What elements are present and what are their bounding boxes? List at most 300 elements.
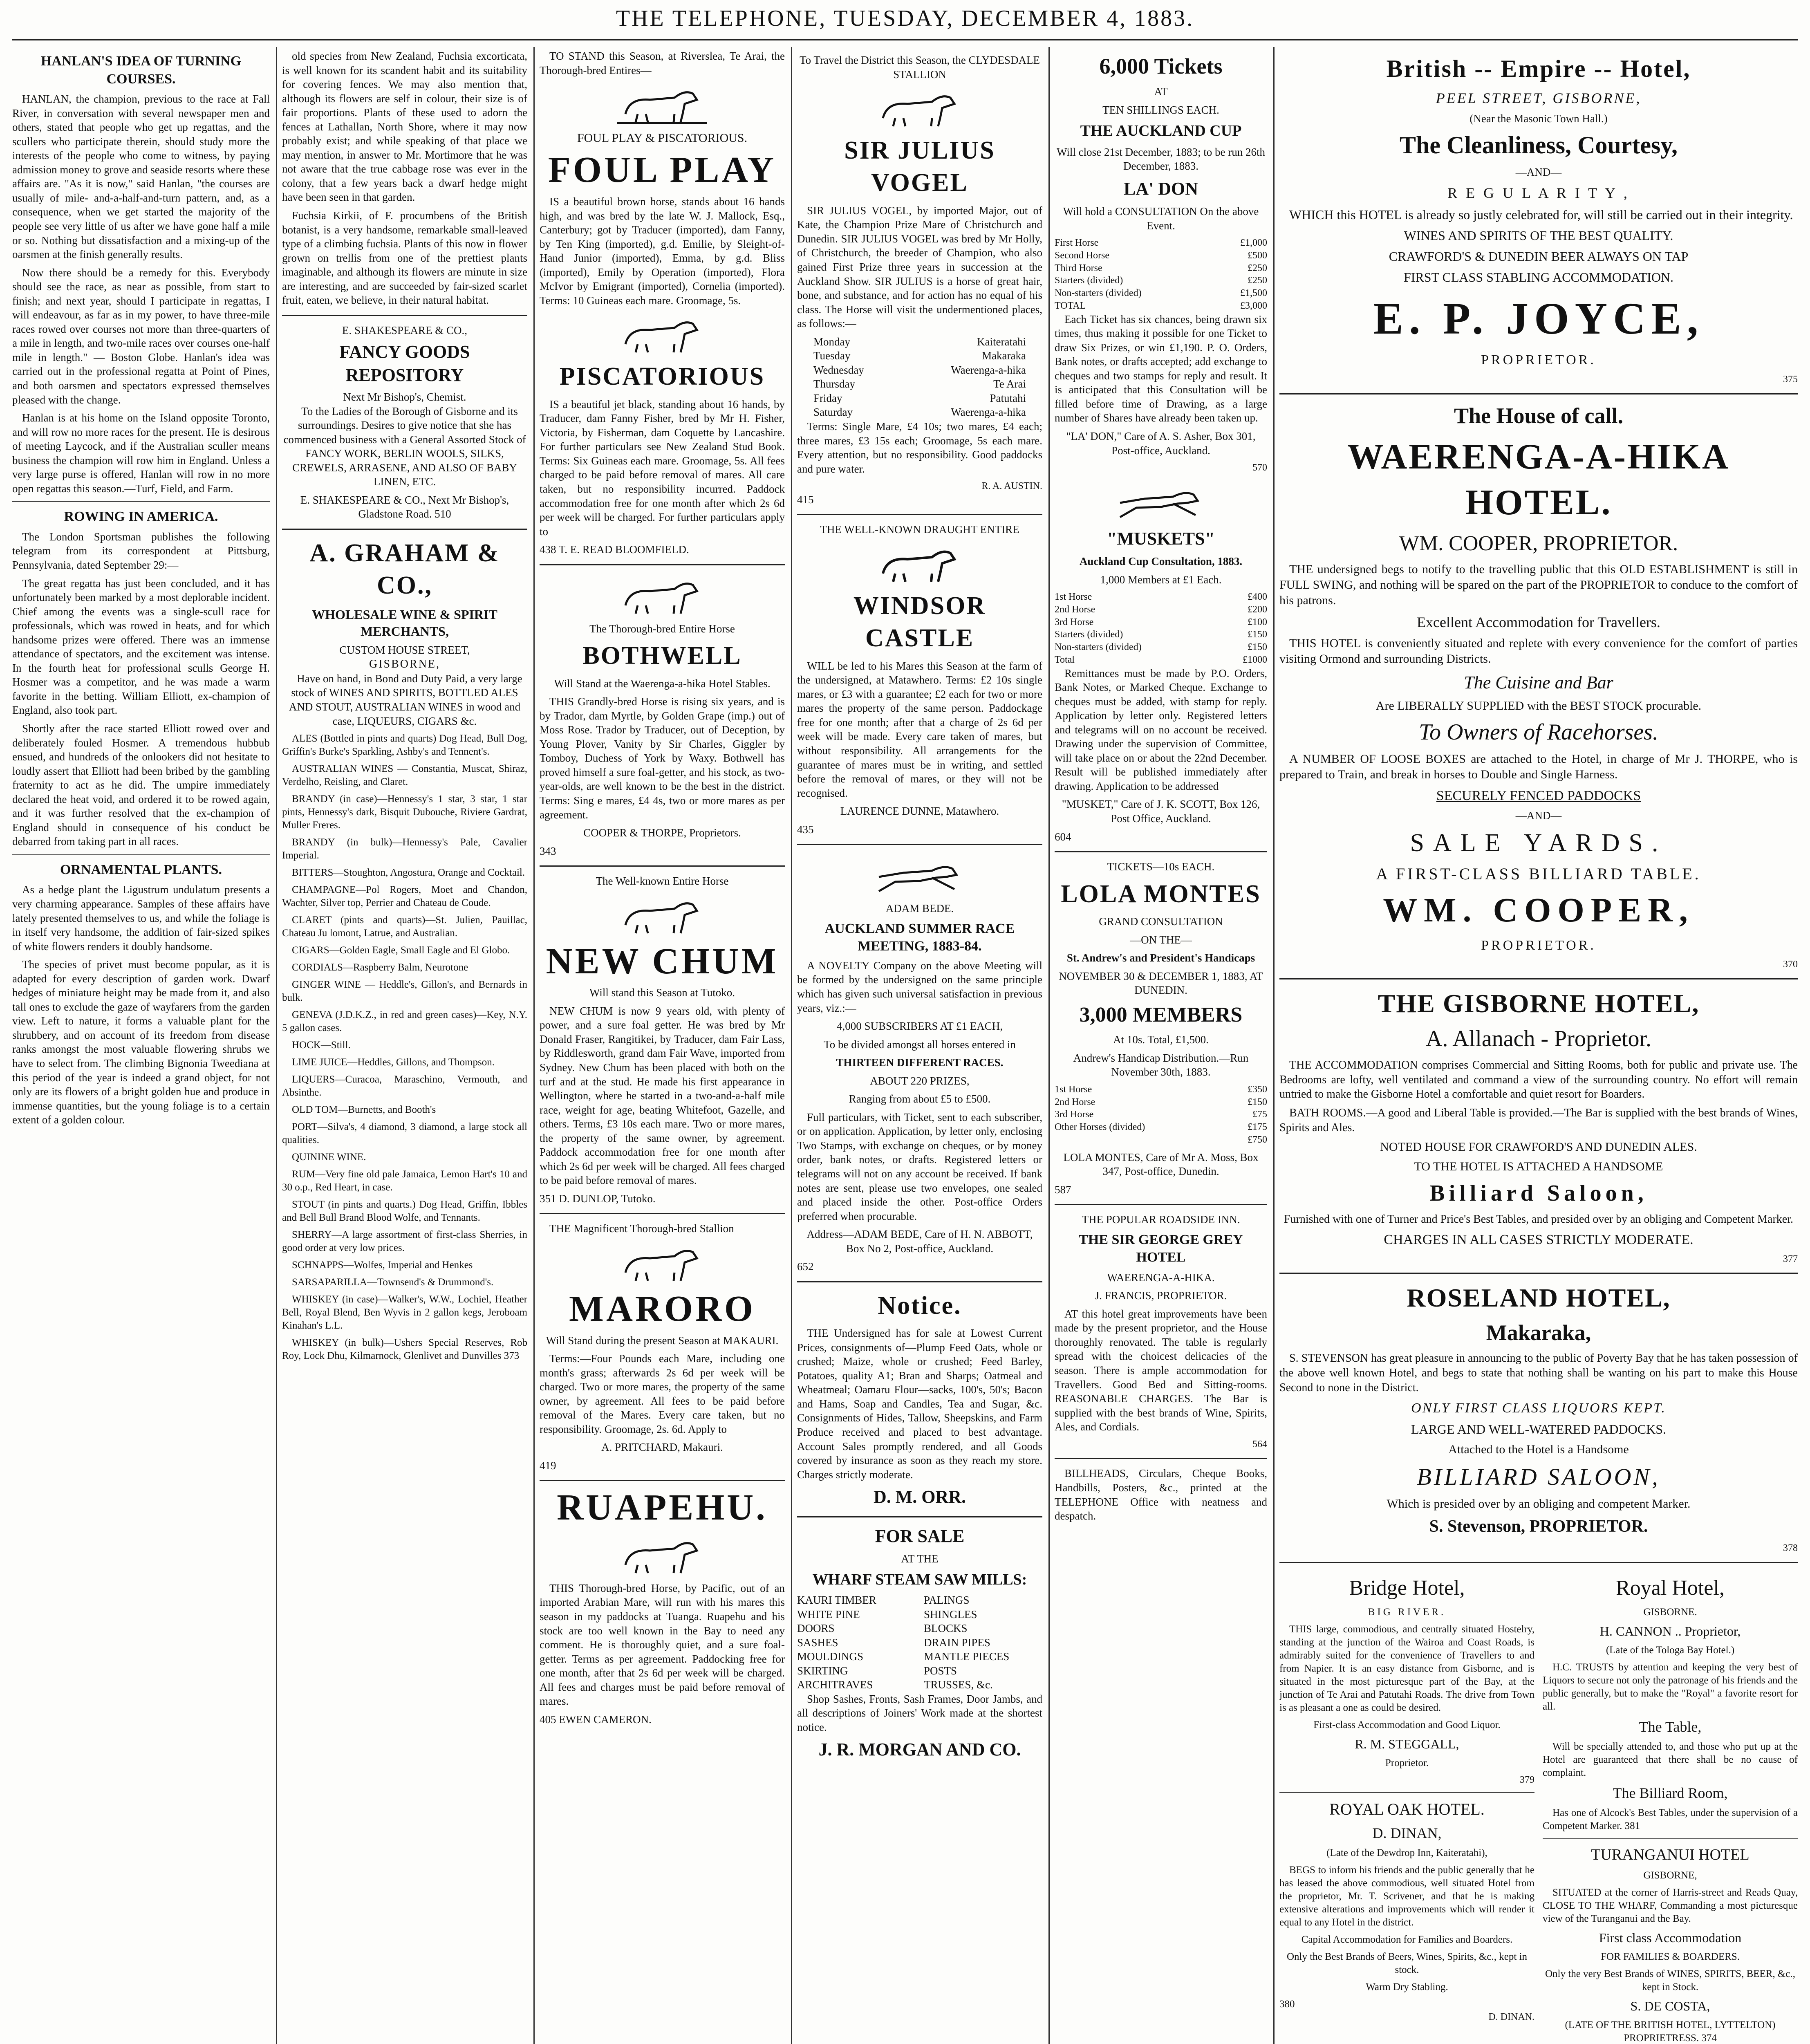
ad-line: To be divided amongst all horses entered in [824, 1038, 1016, 1051]
ad-line: Attached to the Hotel is a Handsome [1448, 1443, 1629, 1457]
article-paragraph: The species of privet must become popular, as it is adapted for every description of garden work. Dwarf hedges of miniature height may be made from it, and also tall ones to exclude the gaze of wayfarers from the garden view. Left to nature, it forms a valuable plant for the shrubbery, and on account of its freedom from disease ranks amongst the most valuable flowering shrubs we have to select from. The climbing Bignonia Tweediana at this period of the year is indeed a grand object, for not only are its flowers of a bright golden hue and produce in immense quantities, but the young foliage is to a certain extent of a golden colour. [12, 958, 270, 1126]
horse-icon [613, 892, 711, 937]
ad-line: TO THE HOTEL IS ATTACHED A HANDSOME [1414, 1160, 1663, 1174]
column-2 [282, 49, 527, 2044]
divider [797, 514, 1042, 515]
ad-subtitle: WHOLESALE WINE & SPIRIT MERCHANTS, [312, 607, 497, 639]
wine-list-item: QUININE WINE. [292, 1152, 366, 1163]
prize-amount: £250 [1248, 262, 1267, 273]
wine-list-item: ALES (Bottled in pints and quarts) Dog Head, Bull Dog, Griffin's Burke's Sparkling, Ashby's and Tennent's. [282, 733, 527, 758]
ad-line: Ranging from about £5 to £500. [849, 1093, 991, 1105]
prize-label: Total [1055, 654, 1075, 665]
ad-title: MARORO [569, 1289, 755, 1329]
ad-subtitle: LA' DON [1123, 178, 1198, 199]
ad-location: GISBORNE. [1643, 1607, 1697, 1618]
ad-line: BILLIARD SALOON, [1417, 1463, 1660, 1490]
wine-list-item: CIGARS—Golden Eagle, Small Eagle and El Globo. [292, 945, 510, 956]
ad-body: Will be specially attended to, and those who put up at the Hotel are guaranteed that there shall be no cause of complaint. [1543, 1741, 1798, 1779]
ad-subtitle: THE AUCKLAND CUP [1080, 122, 1242, 140]
ad-title: THE SIR GEORGE GREY HOTEL [1079, 1232, 1243, 1265]
prize-amount: £1000 [1243, 654, 1267, 665]
wine-list-item: CLARET (pints and quarts)—St. Julien, Pauillac, Chateau Ju lomont, Latrue, and Australian. [282, 914, 527, 939]
ad-body: THE ACCOMMODATION comprises Commercial and Sitting Rooms, both for public and private use. The Bedrooms are lofty, well ventilated and command a view of the surrounding country. No effort will remain untried to make the Gisborne Hotel a comfortable and quiet resort for Boarders. [1279, 1058, 1798, 1101]
wine-list-item: OLD TOM—Burnetts, and Booth's [292, 1104, 436, 1116]
schedule-place: Waerenga-a-hika [951, 406, 1026, 419]
ad-title: NEW CHUM [546, 941, 779, 982]
ad-intro: The Well-known Entire Horse [596, 875, 729, 888]
ad-line: Capital Accommodation for Families and Boarders. [1301, 1934, 1513, 1945]
wine-list-item: WHISKEY (in case)—Walker's, W.W., Lochiel, Heather Bell, Royal Blend, Ben Wyvis in 2 gallon kegs, Jeroboam Kinahan's L.L. [282, 1294, 527, 1331]
divider [1279, 1792, 1534, 1793]
wine-list-item: BRANDY (in case)—Hennessy's 1 star, 3 star, 1 star pints, Hennessy's dark, Bisquit Dubouche, Riviere Gardrat, Muller Freres. [282, 793, 527, 831]
wine-list-item: BRANDY (in bulk)—Hennessy's Pale, Cavalier Imperial. [282, 837, 527, 861]
wine-list-item: BITTERS—Stoughton, Angostura, Orange and Cocktail. [292, 867, 525, 879]
timber-list [797, 1593, 1042, 1692]
ad-body: THIS large, commodious, and centrally situated Hostelry, standing at the junction of the Wairoa and Coast Roads, is admirably suited for the convenience of Travellers to and from Napier. It is an easy distance from Gisborne, and is situated in the most picturesque part of the Bay, at the junction of Te Arai and Patutahi Roads. The drive from Town is as pleasant a one as could be desired. [1279, 1624, 1534, 1714]
ad-number: 652 [797, 1260, 814, 1273]
divider [540, 1213, 785, 1214]
prize-label: First Horse [1055, 238, 1099, 249]
prize-label: Third Horse [1055, 262, 1102, 273]
ad-number: 435 [797, 823, 814, 836]
ad-proprietor: D. DINAN, [1372, 1825, 1442, 1842]
prize-row [1055, 300, 1267, 312]
timber-item: TRUSSES, &c. [924, 1679, 993, 1691]
wine-list-item: CHAMPAGNE—Pol Rogers, Moet and Chandon, Wachter, Silver top, Perrier and Chateau de Coude. [282, 884, 527, 909]
ad-signature: "LA' DON," Care of A. S. Asher, Box 301, Post-office, Auckland. [1066, 430, 1256, 457]
ad-line: (Late of the Tologa Bay Hotel.) [1606, 1645, 1735, 1656]
racehorse-icon [871, 852, 969, 897]
masthead-rule [12, 39, 1798, 40]
column-4 [797, 49, 1042, 2044]
divider [1279, 978, 1798, 979]
column-rule [1048, 47, 1050, 2044]
divider [12, 501, 270, 502]
ad-line: CHARGES IN ALL CASES STRICTLY MODERATE. [1384, 1232, 1694, 1248]
article-paragraph: The great regatta has just been concluded, and it has unfortunately been marked by a most deplorable incident. Chief among the events was a single-scull race for professionals, which was rowed in heats, and for which handsome prizes were offered. There was an immense attendance of spectators, and the excitement was intense. In the fourth heat for professional sculls George H. Hosmer was a competitor, and he was made a warm favorite in the betting. William Elliott, ex-champion of England, also took part. [12, 577, 270, 717]
schedule-day: Thursday [813, 378, 855, 390]
prize-row [1055, 591, 1267, 603]
horse-icon [613, 81, 711, 126]
ad-body: NEW CHUM is now 9 years old, with plenty of power, and a sure foal getter. He was bred by Mr Donald Fraser, Rangitikei, by Traducer, dam Fair Lass, by Riddlesworth, grand dam Fair Wave, imported from Sydney. New Chum has been placed with both on the turf and at the stud. He made his first appearance in Wellington, where he started in a two-and-a-half mile race, weight for age, beating Whitefoot, Gazelle, and others. Terms, £3 10s each mare. Two or more mares, the property of the same owner, by agreement. Paddock accommodation free for one month after which 2s 6d per week will be charged. All fees charged to be paid before removal of mares. [540, 1004, 785, 1187]
prize-row [1055, 628, 1267, 641]
prize-amount: £150 [1248, 1096, 1267, 1107]
timber-item: SASHES [797, 1636, 838, 1649]
prize-label: 3rd Horse [1055, 616, 1094, 628]
prize-amount: £1,500 [1240, 288, 1267, 299]
ad-signature: "MUSKET," Care of J. K. SCOTT, Box 126, Post Office, Auckland. [1062, 798, 1260, 825]
prize-table [1055, 237, 1267, 312]
wine-list-item: PORT—Silva's, 4 diamond, 3 diamond, a large stock all qualities. [282, 1121, 527, 1146]
ad-intro: To Travel the District this Season, the CLYDESDALE STALLION [800, 54, 1040, 81]
wine-list-item: WHISKEY (in bulk)—Ushers Special Reserves, Rob Roy, Lock Dhu, Kilmarnock, Glenlivet and Dunvilles 373 [282, 1337, 527, 1362]
prize-label: Other Horses (divided) [1055, 1122, 1145, 1133]
ad-line: The Cleanliness, Courtesy, [1399, 132, 1678, 159]
ad-line: PROPRIETOR. [1481, 937, 1596, 953]
article-headline: HANLAN'S IDEA OF TURNING COURSES. [40, 54, 242, 87]
column-3 [540, 49, 785, 2044]
prize-label: 3rd Horse [1055, 1109, 1094, 1120]
horse-icon [871, 85, 969, 130]
timber-item: SKIRTING [797, 1664, 848, 1677]
timber-item: PALINGS [924, 1594, 970, 1606]
schedule-day: Monday [813, 335, 850, 348]
ad-line: Billiard Saloon, [1429, 1180, 1648, 1206]
ad-subtitle: Next Mr Bishop's, Chemist. [343, 391, 466, 403]
ad-subtitle: FOUL PLAY & PISCATORIOUS. [577, 131, 748, 145]
column-1 [12, 49, 270, 2044]
schedule-row [797, 377, 1042, 391]
ad-signature: 405 EWEN CAMERON. [540, 1713, 652, 1726]
ad-body: BATH ROOMS.—A good and Liberal Table is provided.—The Bar is supplied with the best brands of Wines, Spirits and Ales. [1279, 1107, 1798, 1134]
article-paragraph: The London Sportsman publishes the following telegram from its correspondent at Pittsburg, Pennsylvania, dated September 29:— [12, 530, 270, 571]
timber-item: ARCHITRAVES [797, 1679, 873, 1691]
timber-item: SHINGLES [924, 1608, 977, 1620]
article-headline: ROWING IN AMERICA. [64, 509, 218, 524]
divider [1055, 851, 1267, 852]
ad-line: ABOUT 220 PRIZES, [870, 1074, 970, 1087]
schedule-place: Kaiteratahi [977, 335, 1026, 348]
prize-label: TOTAL [1055, 300, 1086, 311]
prize-amount: £150 [1248, 642, 1267, 653]
horse-icon [871, 541, 969, 586]
ad-line: Will hold a CONSULTATION On the above Event. [1063, 205, 1259, 232]
ad-number: 419 [540, 1459, 556, 1472]
ad-number: 377 [1783, 1253, 1798, 1264]
prize-amount: £250 [1248, 275, 1267, 286]
schedule-place: Makaraka [982, 350, 1026, 362]
prize-row [1055, 274, 1267, 287]
article-paragraph: Shortly after the race started Elliott rowed over and deliberately fouled Hosmer. A tremendous hubbub ensued, and hundreds of the onlookers did not hesitate to loudly assert that Elliott had been bribed by the gambling fraternity to act as he did. The umpire immediately declared the heat void, and ordered it to be rowed again, and it was further resolved that the ex-champion of England should in consequence of his conduct be debarred from taking part in all races. [12, 722, 270, 848]
ad-intro: THE POPULAR ROADSIDE INN. [1082, 1213, 1240, 1226]
ad-number: 570 [1252, 462, 1267, 473]
ad-subtitle: Auckland Cup Consultation, 1883. [1079, 555, 1243, 568]
divider [1055, 1204, 1267, 1205]
horse-icon [613, 312, 711, 356]
article-paragraph: As a hedge plant the Ligustrum undulatum presents a very charming appearance. Samples of these affairs have lately presented themselves to us, and while the foliage is in itself very handsome, the addition of fair-sized spikes of white flowers renders it doubly handsome. [12, 883, 270, 953]
ad-line: Andrew's Handicap Distribution.—Run November 30th, 1883. [1073, 1051, 1249, 1078]
ad-intro: TICKETS—10s EACH. [1107, 861, 1215, 873]
ad-number: 587 [1055, 1183, 1071, 1196]
ad-title: TURANGANUI HOTEL [1591, 1846, 1750, 1864]
ad-line: Furnished with one of Turner and Price's Best Tables, and presided over by an obliging and Competent Marker. [1284, 1213, 1794, 1226]
ad-subtitle: Will stand this Season at Tutoko. [589, 986, 735, 999]
prize-row [1055, 287, 1267, 300]
divider [540, 564, 785, 565]
ad-body: AT this hotel great improvements have been made by the present proprietor, and the House thoroughly renovated. The table is regularly spread with the choicest delicacies of the season. There is ample accommodation for Travellers. Good Bed and Sitting-rooms. REASONABLE CHARGES. The Bar is supplied with the best brands of Wine, Spirits, Ales, and Cordials. [1055, 1307, 1267, 1433]
ad-signature: 351 D. DUNLOP, Tutoko. [540, 1192, 656, 1205]
ad-line: AT THE [901, 1552, 939, 1565]
ad-body: THIS Grandly-bred Horse is rising six years, and is by Trador, dam Myrtle, by Golden Grape (imp.) out of Moss Rose. Trador by Traducer, out of Deception, by Young Plover, Vanity by Sir Charles, Giggler by Tomboy, Duchess of York by Waxy. Bothwell has proved himself a sure foal-getter, and his stock, as two-year-olds, are well known to be the best in the district. Terms: Sing e mares, £4 4s, two or more mares as per agreement. [540, 695, 785, 821]
ad-line: THIRTEEN DIFFERENT RACES. [836, 1056, 1004, 1069]
wine-list-item: AUSTRALIAN WINES — Constantia, Muscat, Shiraz, Verdelho, Reisling, and Claret. [282, 763, 527, 788]
ad-title: FANCY GOODS REPOSITORY [339, 342, 470, 385]
wine-list-item: HOCK—Still. [292, 1040, 351, 1051]
ad-number: 415 [797, 493, 814, 506]
column-6 [1279, 49, 1798, 2044]
timber-item: MANTLE PIECES [924, 1650, 1010, 1663]
ad-line: TEN SHILLINGS EACH. [1102, 103, 1219, 116]
ad-line: Warm Dry Stabling. [1366, 1981, 1448, 1993]
ad-title: FOUL PLAY [548, 150, 777, 191]
ad-body: IS a beautiful brown horse, stands about 16 hands high, and was bred by the late W. J. Mallock, Esq., Canterbury; got by Traducer (imported), dam Fanny, by Ten King (imported), g.d. Emilie, by Sleight-of-Hand Junior (imported), Emma, by g.d. Bliss (imported), Emily by Operation (imported), Flora McIvor by Emigrant (imported), Cornelia (imported). Terms: 10 Guineas each mare. Groomage, 5s. [540, 195, 785, 307]
ad-intro: The Thorough-bred Entire Horse [589, 622, 735, 635]
prize-row [1055, 249, 1267, 262]
prize-label: 2nd Horse [1055, 1096, 1095, 1107]
divider [282, 315, 527, 316]
prize-row [1055, 1108, 1267, 1121]
ad-proprietor: A. Allanach - Proprietor. [1425, 1026, 1652, 1052]
ad-subtitle: GRAND CONSULTATION [1099, 915, 1223, 928]
divider [797, 844, 1042, 845]
ad-location: BIG RIVER. [1368, 1607, 1446, 1618]
prize-row [1055, 237, 1267, 249]
ad-subtitle: WHARF STEAM SAW MILLS: [812, 1571, 1027, 1589]
ad-title: PISCATORIOUS [559, 363, 765, 391]
prize-row [1055, 1083, 1267, 1096]
right-hotels [1543, 1571, 1798, 2044]
ad-number: 378 [1783, 1543, 1798, 1554]
hotel-pair [1279, 1571, 1798, 2044]
wine-list-item: SCHNAPPS—Wolfes, Imperial and Henkes [292, 1260, 473, 1271]
prize-amount: £3,000 [1240, 300, 1267, 311]
ad-body: WILL be led to his Mares this Season at the farm of the undersigned, at Matawhero. Terms: £2 10s single mares, or £3 with a guarantee; £2 each for two or more mares the property of the same person. Paddockage free for one month; after that a charge of 2s 6d per week will be made. Every care taken of mares, but without responsibility. All arrangements for the guarantee of mares must be in writing, and settled before the removal of mares, or they will not be recognised. [797, 659, 1042, 799]
ad-signature: S. DE COSTA, [1630, 1999, 1710, 2014]
horse-icon [613, 1532, 711, 1577]
ad-body: SITUATED at the corner of Harris-street and Reads Quay, CLOSE TO THE WHARF, Commanding a most picturesque view of the Turanganui and the Bay. [1543, 1887, 1798, 1925]
prize-amount: £750 [1248, 1134, 1267, 1145]
prize-amount: £400 [1248, 592, 1267, 603]
ad-line: (Late of the Dewdrop Inn, Kaiteratahi), [1326, 1847, 1487, 1859]
article-paragraph: Now there should be a remedy for this. Everybody should see the race, as near as possible, from start to finish; and next year, should I participate in regattas, I will endeavour, as far as in my power, to have three-mile races rowed over courses not more than three-quarters of a mile in length, and two-mile races over courses one-half mile in length." — Boston Globe. Hanlan's idea was carried out in the professional regatta at Point of Pines, and both oarsmen and spectators expressed themselves pleased with the change. [12, 266, 270, 406]
wine-list-item: LIME JUICE—Heddles, Gillons, and Thompson. [292, 1057, 495, 1068]
ad-signature: LAURENCE DUNNE, Matawhero. [840, 805, 999, 818]
ad-location: GISBORNE, [369, 658, 440, 671]
ad-line: To Owners of Racehorses. [1419, 719, 1658, 745]
ad-number: 370 [1783, 959, 1798, 970]
ad-signature: D. DINAN. [1488, 2012, 1534, 2023]
masthead: THE TELEPHONE, TUESDAY, DECEMBER 4, 1883. [616, 6, 1194, 31]
ad-title: RUAPEHU. [557, 1487, 768, 1528]
prize-row [1055, 1121, 1267, 1134]
divider [1543, 1838, 1798, 1839]
divider [1279, 1273, 1798, 1274]
ad-title: "MUSKETS" [1107, 528, 1215, 549]
prize-amount: £175 [1248, 1122, 1267, 1133]
prize-amount: £500 [1248, 250, 1267, 261]
horse-icon [613, 573, 711, 618]
column-rule [533, 47, 535, 2044]
ad-title: 6,000 Tickets [1099, 54, 1223, 78]
prize-label: Starters (divided) [1055, 275, 1123, 286]
timber-item: BLOCKS [924, 1622, 968, 1635]
ad-intro: TO STAND this Season, at Riverslea, Te Arai, the Thorough-bred Entires— [540, 50, 785, 76]
ad-signature: WM. COOPER, [1383, 891, 1694, 930]
column-5 [1055, 49, 1267, 2044]
divider [12, 854, 270, 855]
ad-line: The Cuisine and Bar [1464, 672, 1613, 693]
schedule-row [797, 405, 1042, 419]
prize-row [1055, 641, 1267, 654]
schedule-row [797, 349, 1042, 363]
ad-number: 564 [1252, 1439, 1267, 1450]
ad-line: PROPRIETOR. [1481, 352, 1596, 368]
ad-title: Royal Hotel, [1616, 1576, 1725, 1600]
ad-subtitle: CUSTOM HOUSE STREET, [339, 643, 470, 656]
schedule-place: Te Arai [993, 378, 1026, 390]
schedule-row [797, 391, 1042, 406]
wine-list-item: GINGER WINE — Heddle's, Gillon's, and Bernards in bulk. [282, 979, 527, 1004]
wine-list-item: GENEVA (J.D.K.Z., in red and green cases)—Key, N.Y. 5 gallon cases. [282, 1009, 527, 1034]
divider [797, 1281, 1042, 1282]
ad-title: A. GRAHAM & CO., [309, 539, 500, 600]
shakespeare-ad [282, 323, 527, 521]
ad-number: 379 [1520, 1775, 1534, 1786]
article-paragraph: Fuchsia Kirkii, of F. procumbens of the British botanist, is a very handsome, remarkable small-leaved type of a climbing fuchsia. Plants of this now in flower grown on trellis from one of the prettiest plants imaginable, and although its flowers are minute in size are interesting, and are succeeded by fair-sized scarlet fruit, eaten, we believe, in their natural habitat. [282, 209, 527, 307]
ad-line: CRAWFORD'S & DUNEDIN BEER ALWAYS ON TAP [1389, 249, 1689, 264]
prize-amount: £75 [1252, 1109, 1267, 1120]
prize-amount: £1,000 [1240, 238, 1267, 249]
ad-caption: ADAM BEDE. [885, 902, 954, 915]
wine-list-item: SHERRY—A large assortment of first-class Sherries, in good order at very low prices. [282, 1229, 527, 1254]
ad-subtitle: Will Stand at the Waerenga-a-hika Hotel Stables. [554, 677, 771, 690]
ad-line: WINES AND SPIRITS OF THE BEST QUALITY. [1404, 228, 1673, 243]
prize-label: 1st Horse [1055, 1084, 1092, 1095]
ad-body: A NOVELTY Company on the above Meeting will be formed by the undersigned on the same principle which has given such universal satisfaction in previous years, viz.:— [797, 959, 1042, 1014]
ad-body: A NUMBER OF LOOSE BOXES are attached to the Hotel, in charge of Mr J. THORPE, who is prepared to Train, and break in horses to Double and Single Harness. [1279, 752, 1798, 782]
prize-amount: £350 [1248, 1084, 1267, 1095]
wine-list-item: STOUT (in pints and quarts.) Dog Head, Griffin, Ibbles and Bell Bull Brand Blood Wolfe, and Tennants. [282, 1199, 527, 1224]
ad-line: The Billiard Room, [1613, 1785, 1728, 1802]
ad-body: Have on hand, in Bond and Duty Paid, a very large stock of WINES AND SPIRITS, BOTTLED ALES AND STOUT, AUSTRALIAN WINES in wood and case, LIQUEURS, CIGARS &c. [289, 672, 522, 727]
ad-line: SALE YARDS. [1410, 829, 1667, 857]
ad-body: Remittances must be made by P.O. Orders, Bank Notes, or Marked Cheque. Exchange to cheques must be added, with stamp for reply. Application by letter only. Registered letters and telegrams will on no account be received. Drawing under the supervision of Committee, will take place on or about the 22nd December. Result will be published immediately after drawing. Application to be addressed [1055, 667, 1267, 792]
schedule-place: Waerenga-a-hika [951, 363, 1026, 376]
wine-list-item: LIQUERS—Curacoa, Maraschino, Vermouth, and Absinthe. [282, 1074, 527, 1098]
ad-proprietor: J. FRANCIS, PROPRIETOR. [1095, 1289, 1227, 1302]
ad-body: IS a beautiful jet black, standing about 16 hands, by Traducer, dam Fanny Fisher, bred by Mr H. Fisher, Victoria, by Fisherman, dam Coquette by Lancashire. For further particulars see New Zealand Stud Book. Terms: Six Guineas each mare. Groomage, 5s. All fees charged to be paid before removal of mares. All care taken, but no responsibility incurred. Paddock accommodation free for one month after which 2s 6d per week will be charged. For further particulars apply to [540, 398, 785, 538]
ad-line: R E G U L A R I T Y , [1447, 184, 1630, 201]
ad-number: 604 [1055, 830, 1071, 843]
ad-line: Only the very Best Brands of WINES, SPIRITS, BEER, &c., kept in Stock. [1545, 1968, 1795, 1993]
ad-line: 4,000 SUBSCRIBERS AT £1 EACH, [836, 1020, 1003, 1033]
ad-line: FOR FAMILIES & BOARDERS. [1601, 1951, 1740, 1963]
ad-title: AUCKLAND SUMMER RACE MEETING, 1883-84. [824, 921, 1015, 954]
ad-line: NOVEMBER 30 & DECEMBER 1, 1883, AT DUNEDIN. [1059, 970, 1263, 997]
divider [282, 529, 527, 530]
divider [797, 1516, 1042, 1517]
ad-signature: R. M. STEGGALL, [1355, 1737, 1459, 1752]
ad-body: Has one of Alcock's Best Tables, under the supervision of a Competent Marker. 381 [1543, 1807, 1798, 1832]
prize-row [1055, 1134, 1267, 1146]
schedule-row [797, 363, 1042, 377]
prize-row [1055, 616, 1267, 629]
timber-list-left [797, 1593, 916, 1692]
prize-label: Non-starters (divided) [1055, 288, 1142, 299]
column-rule [1273, 47, 1275, 2044]
ad-subtitle: 3,000 MEMBERS [1079, 1003, 1243, 1026]
ad-number: 343 [540, 845, 556, 857]
ad-line: The House of call. [1454, 403, 1623, 428]
ad-title: Bridge Hotel, [1349, 1576, 1465, 1600]
article-headline: ORNAMENTAL PLANTS. [60, 862, 222, 877]
ad-signature: J. R. MORGAN AND CO. [818, 1739, 1021, 1760]
ad-body: Terms:—Four Pounds each Mare, including one month's grass; afterwards 2s 6d per week will be charged. Two or more mares, the property of the same owner, by agreement. All fees to be paid before removal of the Mares. Every care taken, but no responsibility. Groomage, 2s. 6d. Apply to [540, 1352, 785, 1435]
ad-signature: S. Stevenson, PROPRIETOR. [1429, 1517, 1648, 1536]
ad-number: 380 [1279, 1999, 1295, 2010]
ad-intro: THE Magnificent Thorough-bred Stallion [549, 1222, 734, 1235]
ad-line: A FIRST-CLASS BILLIARD TABLE. [1376, 865, 1701, 883]
ad-location: GISBORNE, [1643, 1870, 1697, 1881]
racehorse-icon [1112, 478, 1210, 523]
schedule-day: Wednesday [813, 363, 864, 376]
timber-item: WHITE PINE [797, 1608, 860, 1620]
ad-line: NOTED HOUSE FOR CRAWFORD'S AND DUNEDIN ALES. [1380, 1140, 1697, 1154]
ad-line: St. Andrew's and President's Handicaps [1066, 952, 1255, 964]
prize-amount: £150 [1248, 629, 1267, 640]
article-paragraph: Hanlan is at his home on the Island opposite Toronto, and will row no more races for the present. He is desirous of meeting Laycock, and if the Australian sculler means business the champion will row him in England. Unless a very large purse is offered, Hanlan will row in no more open regattas this season.—Turf, Field, and Farm. [12, 412, 270, 495]
ad-signature: D. M. ORR. [873, 1487, 966, 1507]
divider [540, 1480, 785, 1481]
ad-proprietor: H. CANNON .. Proprietor, [1599, 1624, 1741, 1639]
wine-list-item: SARSAPARILLA—Townsend's & Drummond's. [292, 1277, 494, 1288]
ad-line: Only the Best Brands of Beers, Wines, Spirits, &c., kept in stock. [1286, 1951, 1528, 1976]
timber-item: MOULDINGS [797, 1650, 863, 1663]
prize-row [1055, 1096, 1267, 1109]
schedule-day: Friday [813, 392, 842, 404]
ad-line: (Near the Masonic Town Hall.) [1470, 112, 1608, 125]
ad-proprietor-name: E. P. JOYCE, [1373, 293, 1704, 343]
ad-title: LOLA MONTES [1061, 880, 1261, 908]
ad-title: British -- Empire -- Hotel, [1386, 55, 1691, 82]
ad-body: Each Ticket has six chances, being drawn six times, thus making it possible for one Ticket to draw Six Prizes, or win £1,190. P. O. Orders, Bank notes, or drafts accepted; add exchange to cheques and two stamps for reply and result. It is anticipated that this Consultation will be filled before time of Drawing, as a large number of Shares have already been taken up. [1055, 313, 1267, 424]
ad-signature: Address—ADAM BEDE, Care of H. N. ABBOTT, Box No 2, Post-office, Auckland. [806, 1228, 1033, 1255]
divider [540, 865, 785, 867]
graham-ad [282, 537, 527, 728]
ad-terms: Terms: Single Mare, £4 10s; two mares, £4 each; three mares, £3 15s each; Groomage, 5s each mare. Every attention, but no responsibility. Good paddocks and pure water. [797, 420, 1042, 475]
ad-location: Makaraka, [1486, 1320, 1591, 1345]
ad-line: 1,000 Members at £1 Each. [1100, 573, 1222, 586]
ad-line: SECURELY FENCED PADDOCKS [1436, 788, 1641, 803]
ad-body: THE undersigned begs to notify to the travelling public that this OLD ESTABLISHMENT is still in FULL SWING, and nothing will be spared on the part of the PROPRIETOR to conduce to the comfort of his patrons. [1279, 562, 1798, 607]
ad-signature: A. PRITCHARD, Makauri. [601, 1441, 723, 1454]
prize-label: Second Horse [1055, 250, 1109, 261]
prize-row [1055, 262, 1267, 275]
ad-title: WINDSOR CASTLE [853, 592, 986, 652]
divider [1279, 1562, 1798, 1563]
article-paragraph: HANLAN, the champion, previous to the race at Fall River, in conversation with several newspaper men and others, stated that people who get up regattas, and the scullers who participate therein, should study more the interests of the people who come to witness, by paying admission money to grove and seaside resorts where these affairs are. "As it is now," said Hanlan, "the courses are usually of mile- and-a-half-and-turn pattern, and, as a consequence, when we get started the majority of the people see very little of us after we have gone half a mile or so. Nothing but dissatisfaction and a mixing-up of the oarsmen at the finish generally results. [12, 93, 270, 261]
ad-body: BEGS to inform his friends and the public generally that he has leased the above commodious, well situated Hotel from the proprietor, Mr. T. Scrivener, and that he is making extensive alterations and improvements which will render it equal to any Hotel in the district. [1279, 1865, 1534, 1928]
ad-title: THE GISBORNE HOTEL, [1378, 989, 1700, 1018]
divider [1279, 393, 1798, 394]
left-hotels [1279, 1571, 1534, 2044]
ad-line: —ON THE— [1130, 933, 1192, 946]
ad-title: ROSELAND HOTEL, [1407, 1283, 1671, 1313]
ad-body: SIR JULIUS VOGEL, by imported Major, out of Kate, the Champion Prize Mare of Christchurch and Dunedin. SIR JULIUS VOGEL was bred by Mr Holly, of Christchurch, the breeder of Champion, who also gained First Prize three years in succession at the Auckland Show. SIR JULIUS is a horse of great hair, bone, and substance, and for action has no equal of his class. The Horse will visit the undermentioned places, as follows:— [797, 204, 1042, 330]
prize-amount: £200 [1248, 604, 1267, 615]
ad-title: SIR JULIUS VOGEL [844, 137, 995, 197]
ad-body: THE Undersigned has for sale at Lowest Current Prices, consignments of—Plump Feed Oats, whole or crushed; Maize, whole or crushed; Feed Barley, Potatoes, quality A1; Bran and Sharps; Oatmeal and Wheatmeal; Oamaru Flour—sacks, 100's, 50's; Bacon and Hams, Soap and Candles, Tea and Sugar, &c. Consignments of Hides, Tallow, Sheepskins, and Farm Produce received and placed to best advantage. Account Sales promptly rendered, and all Goods covered by insurance as soon as they reach my store. Charges strictly moderate. [797, 1327, 1042, 1481]
article-paragraph: old species from New Zealand, Fuchsia excorticata, is well known for its scandent habit and its suitability for covering fences. We may also mention that, although its flowers are self in colour, their size is of fair proportions. Plants of these used to adorn the fences at Lathallan, North Shore, where it may now probably exist; and while speaking of that place we may mention, in answer to Mr. Mortimore that he was not aware that the true cabbage rose was ever in the colony, that a few years back a dwarf hedge might have been seen in that garden. [282, 50, 527, 204]
ad-title: ROYAL OAK HOTEL. [1329, 1800, 1485, 1819]
ad-line: Are LIBERALLY SUPPLIED with the BEST STOCK procurable. [1375, 699, 1702, 713]
ad-line: (LATE OF THE BRITISH HOTEL, LYTTELTON) PROPRIETRESS. 374 [1565, 2019, 1776, 2044]
ad-line: LARGE AND WELL-WATERED PADDOCKS. [1411, 1422, 1666, 1437]
column-rule [276, 47, 277, 2044]
ad-body: THIS Thorough-bred Horse, by Pacific, out of an imported Arabian Mare, will run with his mares this season in my paddocks at Tuanga. Ruapehu and his stock are too well known in the Bay to need any comment. He is thoroughly quiet, and a sure foal-getter. Terms as per agreement. Paddocking free for one month, after that 2s 6d per week will be charged. All fees and charges must be paid before removal of mares. [540, 1582, 785, 1708]
ad-signature: E. SHAKESPEARE & CO., Next Mr Bishop's, Gladstone Road. 510 [300, 493, 509, 520]
prize-label: Starters (divided) [1055, 629, 1123, 640]
